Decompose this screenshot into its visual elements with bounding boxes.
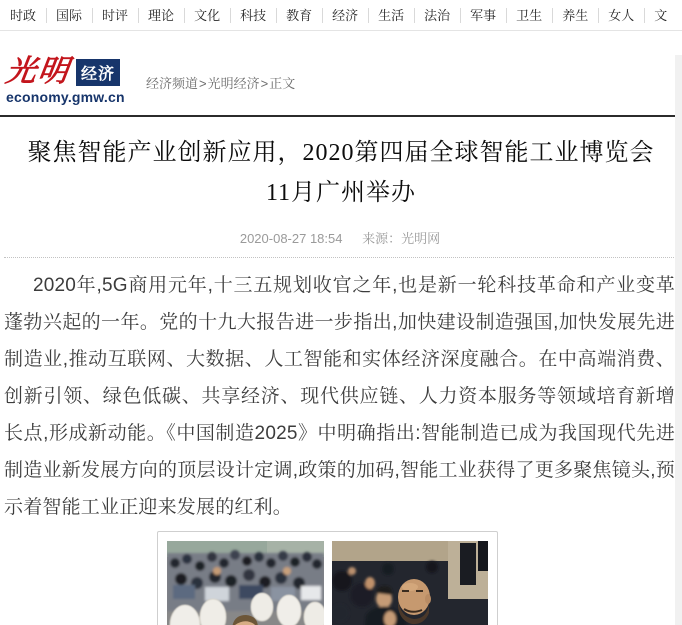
article-photo-frame (157, 531, 498, 625)
nav-item[interactable]: 生活 (368, 0, 414, 31)
breadcrumb-channel[interactable]: 经济频道 (146, 76, 199, 91)
article-title-line1: 聚焦智能产业创新应用，2020第四届全球智能工业博览会 (27, 140, 655, 166)
breadcrumb-separator: > (260, 76, 269, 91)
breadcrumb-section[interactable]: 光明经济 (207, 76, 260, 91)
top-nav (0, 0, 682, 31)
nav-item[interactable]: 法治 (414, 0, 460, 31)
article-meta (4, 228, 676, 258)
conference-photo-left (167, 541, 324, 625)
article-paragraph: 2020年,5G商用元年,十三五规划收官之年,也是新一轮科技革命和产业变革蓬勃兴起的一年。党的十九大报告进一步指出,加快建设制造强国,加快发展先进制造业,推动互联网、大数据、人工智能和实体经济深度融合。在中高端消费、创新引领、绿色低碳、共享经济、现代供应链、人力资本服务等领域培育新增长点,形成新动能。《中国制造2025》中明确指出:智能制造已成为我国现代先进制造业新发展方向的顶层设计定调,政策的加码,智能工业获得了更多聚焦镜头,预示着智能工业正迎来发展的红利。 (4, 275, 675, 518)
nav-item[interactable]: 军事 (460, 0, 506, 31)
logo-script-text: 光明 (3, 55, 73, 88)
article-source: 来源：光明网 (362, 231, 441, 246)
site-header (3, 55, 682, 109)
nav-item[interactable]: 理论 (138, 0, 184, 31)
header-divider (0, 115, 676, 117)
breadcrumb (146, 73, 295, 92)
nav-item[interactable]: 女人 (598, 0, 644, 31)
nav-item[interactable]: 教育 (276, 0, 322, 31)
nav-item[interactable]: 文化 (184, 0, 230, 31)
breadcrumb-current: 正文 (269, 76, 296, 91)
nav-item[interactable]: 国际 (46, 0, 92, 31)
nav-item[interactable]: 经济 (322, 0, 368, 31)
nav-item[interactable]: 时评 (92, 0, 138, 31)
scrollbar-track[interactable] (675, 55, 682, 625)
logo-channel-badge: 经济 (76, 59, 120, 86)
site-logo[interactable] (3, 55, 125, 105)
conference-photo-right (332, 541, 488, 625)
article-date: 2020-08-27 18:54 (239, 231, 343, 246)
logo-domain-text: economy.gmw.cn (6, 89, 125, 105)
breadcrumb-separator: > (199, 76, 207, 91)
article-title-line2: 11月广州举办 (265, 180, 417, 206)
nav-item[interactable]: 科技 (230, 0, 276, 31)
nav-item[interactable]: 卫生 (506, 0, 552, 31)
article-title (12, 133, 670, 213)
nav-item[interactable]: 文 (644, 0, 677, 31)
nav-item[interactable]: 养生 (552, 0, 598, 31)
nav-item[interactable]: 时政 (10, 7, 37, 23)
